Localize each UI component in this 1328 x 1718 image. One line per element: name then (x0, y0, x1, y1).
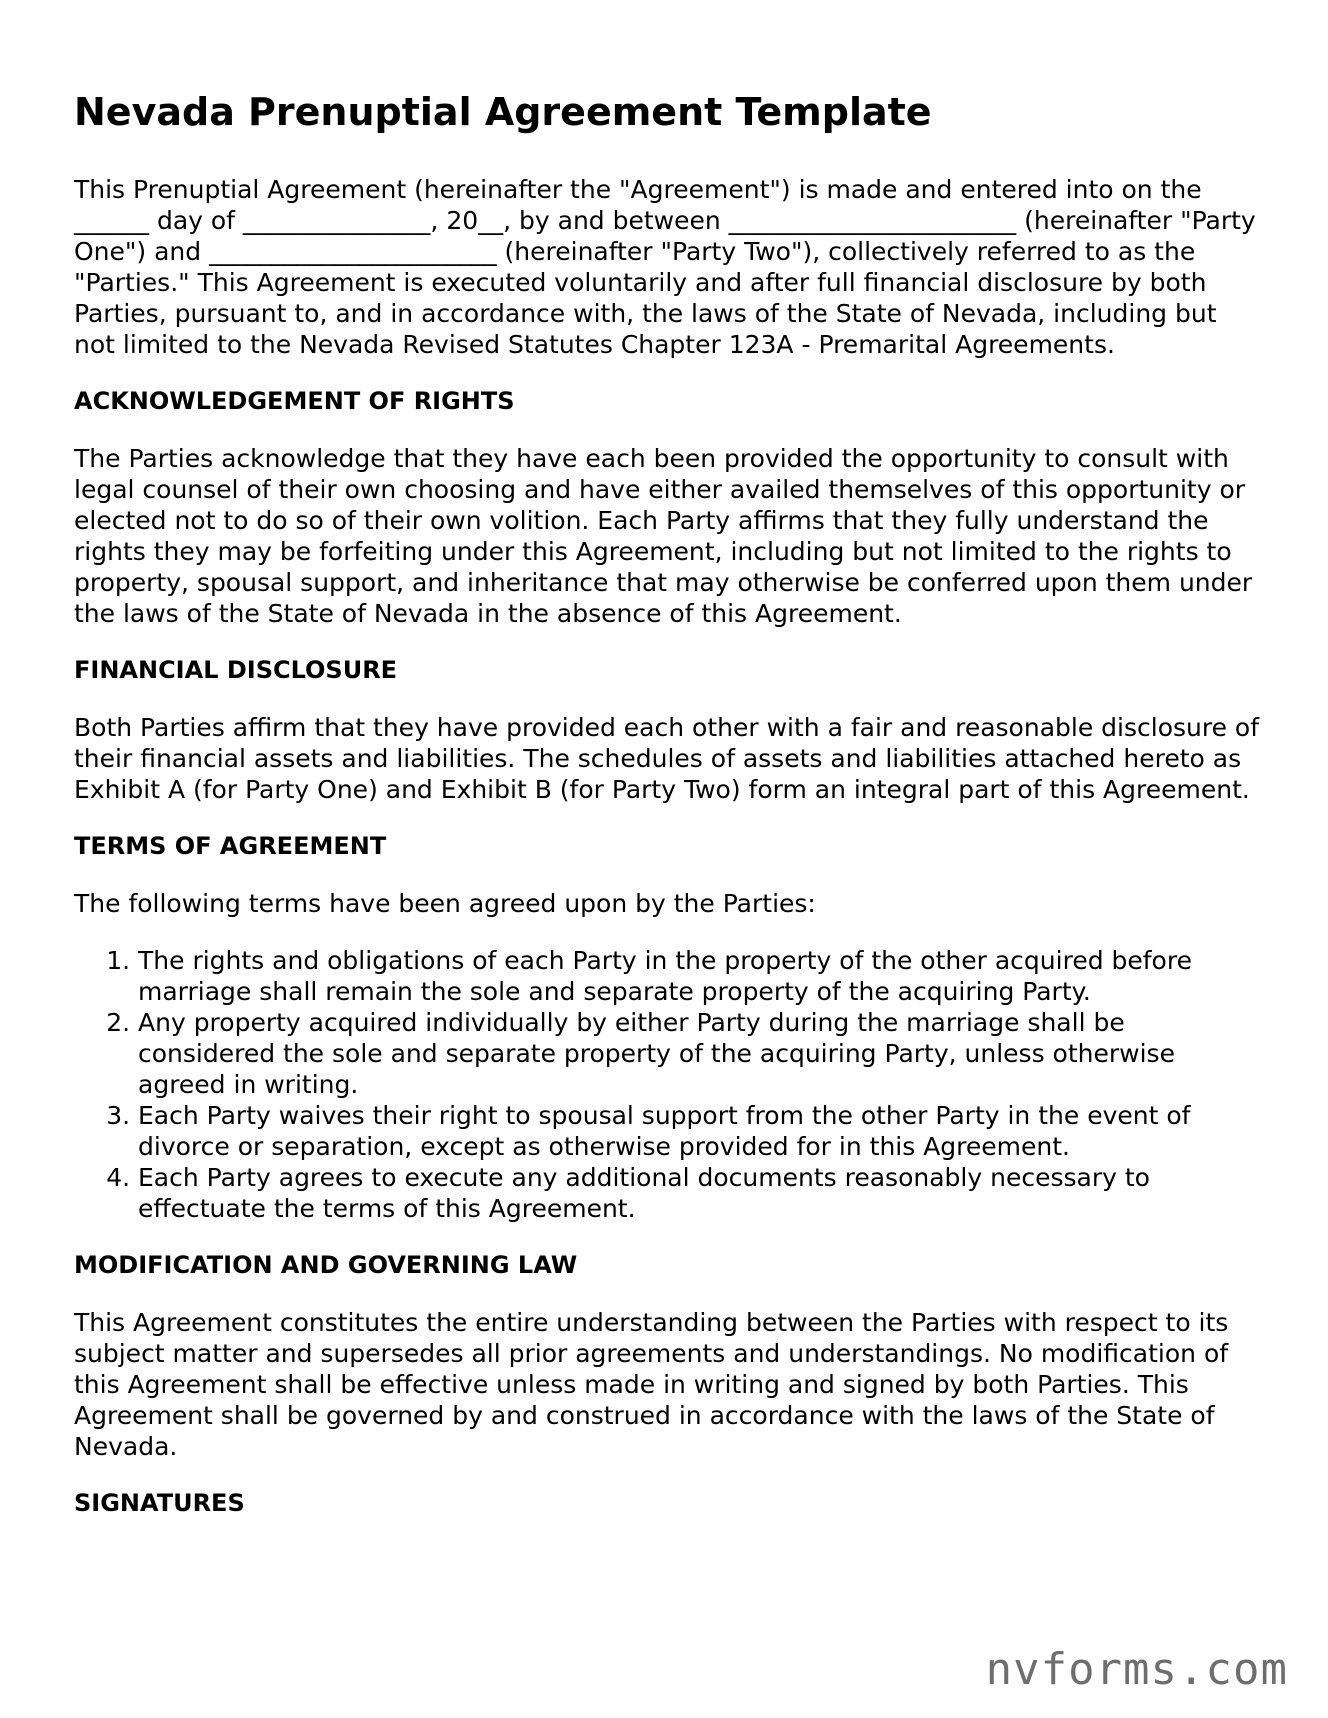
site-watermark: nvforms.com (985, 1644, 1288, 1695)
terms-intro: The following terms have been agreed upon by the Parties: (74, 889, 816, 918)
section-body-financial: Both Parties affirm that they have provided each other with a fair and reasonable disclosure of their financial assets and liabilities. The schedules of assets and liabilities attached hereto as Exhibit A (for Party One) and Exhibit B (for Party Two) form an integral part of this Agreement. (74, 713, 1260, 804)
terms-list-item: 2. Any property acquired individually by either Party during the marriage shall be considered the sole and separate property of the acquiring Party, unless otherwise agreed in writing. (138, 1007, 1264, 1100)
intro-paragraph: This Prenuptial Agreement (hereinafter the "Agreement") is made and entered into on the ______ day of _______________, 20__, by and between _______________________ (hereinafter "Party One") and _______________________ (hereinafter "Party Two"), collectively referred to as the "Parties." This Agreement is executed voluntarily and after full financial disclosure by both Parties, pursuant to, and in accordance with, the laws of the State of Nevada, including but not limited to the Nevada Revised Statutes Chapter 123A - Premarital Agreements. (74, 175, 1256, 359)
section-body-modification: This Agreement constitutes the entire understanding between the Parties with respect to its subject matter and supersedes all prior agreements and understandings. No modification of this Agreement shall be effective unless made in writing and signed by both Parties. This Agreement shall be governed by and construed in accordance with the laws of the State of Nevada. (74, 1308, 1229, 1461)
section-heading-rights: ACKNOWLEDGEMENT OF RIGHTS (74, 387, 515, 415)
section-heading-modification: MODIFICATION AND GOVERNING LAW (74, 1251, 578, 1279)
section-heading-signatures: SIGNATURES (74, 1489, 245, 1517)
section-heading-financial: FINANCIAL DISCLOSURE (74, 656, 398, 684)
section-body-rights: The Parties acknowledge that they have each been provided the opportunity to consult with legal counsel of their own choosing and have either availed themselves of this opportunity or elected not to do so of their own volition. Each Party affirms that they fully understand the rights they may be forfeiting under this Agreement, including but not limited to the rights to property, spousal support, and inheritance that may otherwise be conferred upon them under the laws of the State of Nevada in the absence of this Agreement. (74, 444, 1253, 628)
terms-list-item: 3. Each Party waives their right to spousal support from the other Party in the event of divorce or separation, except as otherwise provided for in this Agreement. (138, 1100, 1264, 1162)
terms-list (74, 945, 1264, 1224)
section-heading-terms: TERMS OF AGREEMENT (74, 832, 387, 860)
terms-list-item: 1. The rights and obligations of each Party in the property of the other acquired before marriage shall remain the sole and separate property of the acquiring Party. (138, 945, 1264, 1007)
terms-list-item: 4. Each Party agrees to execute any additional documents reasonably necessary to effectuate the terms of this Agreement. (138, 1162, 1264, 1224)
document-page (74, 88, 1264, 1545)
document-title: Nevada Prenuptial Agreement Template (74, 90, 932, 134)
